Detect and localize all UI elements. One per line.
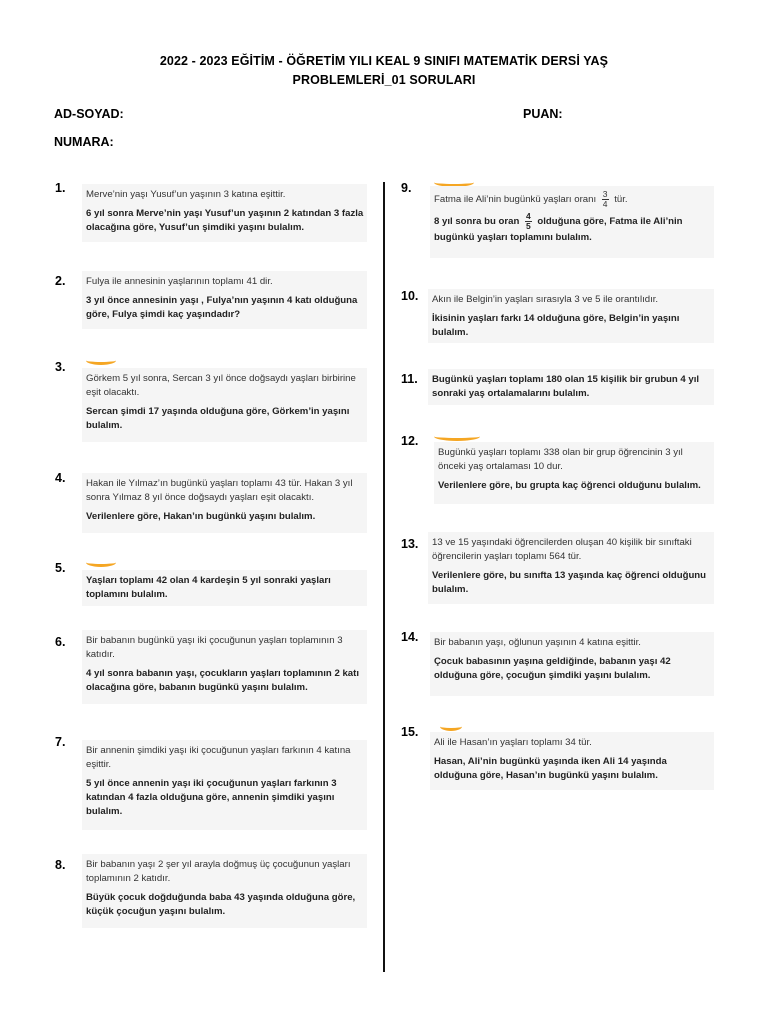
question-4-intro: Hakan ile Yılmaz’ın bugünkü yaşları toplamı 43 tür. Hakan 3 yıl sonra Yılmaz 8 yıl önce doğsaydı yaşları eşit olacaktı. [86,478,353,503]
name-label: AD-SOYAD: [54,107,124,121]
question-11-text: Bugünkü yaşları toplamı 180 olan 15 kişilik bir grubun 4 yıl sonraki yaş ortalamalarını bulalım. [432,374,700,399]
question-4-text: Verilenlere göre, Hakan’ın bugünkü yaşını bulalım. [86,511,316,522]
question-5-box [82,570,367,606]
question-1-intro: Merve’nin yaşı Yusuf’un yaşının 3 katına eşittir. [86,189,286,200]
decorative-arc [440,722,462,731]
question-13-box [428,532,714,604]
question-7-text: 5 yıl önce annenin yaşı iki çocuğunun yaşları farkının 3 katından 4 fazla olduğuna göre, annenin şimdiki yaşını bulalım. [86,778,337,817]
question-3-text: Sercan şimdi 17 yaşında olduğuna göre, Görkem’in yaşını bulalım. [86,406,350,431]
question-9-number: 9. [401,181,412,195]
question-6-text: 4 yıl sonra babanın yaşı, çocukların yaşları toplamının 2 katı olacağına göre, babanın bugünkü yaşını bulalım. [86,668,359,693]
question-3-number: 3. [55,360,66,374]
page-title-line2: PROBLEMLERİ_01 SORULARI [292,73,476,87]
question-10-box [428,289,714,343]
question-13-text: Verilenlere göre, bu sınıfta 13 yaşında kaç öğrenci olduğunu bulalım. [432,570,707,595]
column-divider [383,182,385,972]
question-2-box [82,271,367,329]
question-1-text: 6 yıl sonra Merve’nin yaşı Yusuf’un yaşının 2 katından 3 fazla olacağına göre, Yusuf’un şimdiki yaşını bulalım. [86,208,364,233]
question-2-text: 3 yıl önce annesinin yaşı , Fulya’nın yaşının 4 katı olduğuna göre, Fulya şimdi kaç yaşındadır? [86,295,358,320]
question-8-number: 8. [55,858,66,872]
decorative-arc [86,558,116,567]
question-12-text: Verilenlere göre, bu grupta kaç öğrenci olduğunu bulalım. [438,480,701,491]
question-6-number: 6. [55,635,66,649]
question-12-number: 12. [401,434,419,448]
question-12-intro: Bugünkü yaşları toplamı 338 olan bir grup öğrencinin 3 yıl önceki yaş ortalaması 10 dur. [438,447,683,472]
question-14-text: Çocuk babasının yaşına geldiğinde, babanın yaşı 42 olduğuna göre, çocuğun şimdiki yaşını bulalım. [434,656,671,681]
fraction-3-4: $\frac{3}{4}$ [602,189,608,209]
question-1-number: 1. [55,181,66,195]
score-label: PUAN: [523,107,563,121]
question-13-intro: 13 ve 15 yaşındaki öğrencilerden oluşan 40 kişilik bir sınıftaki öğrencilerin yaşları toplamı 564 tür. [432,537,692,562]
question-7-intro: Bir annenin şimdiki yaşı iki çocuğunun yaşları farkının 4 katına eşittir. [86,745,351,770]
question-15-box [430,732,714,790]
question-9-intro-a: Fatma ile Ali’nin bugünkü yaşları oranı [434,194,597,206]
decorative-arc [434,432,480,441]
question-9-intro-b: tür. [614,194,628,206]
decorative-arc [86,356,116,365]
question-6-box [82,630,367,704]
question-9-text: 8 yıl sonra bu oran $\frac{4}{5}$ olduğuna göre, Fatma ile Ali’nin bugünkü yaşları toplamını bulalım. [434,211,683,243]
question-8-text: Büyük çocuk doğduğunda baba 43 yaşında olduğuna göre, küçük çocuğun yaşını bulalım. [86,892,356,917]
question-2-number: 2. [55,274,66,288]
question-14-box [430,632,714,696]
question-4-box [82,473,367,533]
question-3-box [82,368,367,442]
question-15-intro: Ali ile Hasan’ın yaşları toplamı 34 tür. [434,737,592,748]
question-9-intro [434,190,712,209]
question-3-intro: Görkem 5 yıl sonra, Sercan 3 yıl önce doğsaydı yaşları birbirine eşit olacaktı. [86,373,356,398]
question-2-intro: Fulya ile annesinin yaşlarının toplamı 41 dir. [86,276,273,287]
question-7-box [82,740,367,830]
question-10-number: 10. [401,289,419,303]
question-7-number: 7. [55,735,66,749]
question-5-number: 5. [55,561,66,575]
question-11-number: 11. [401,372,418,386]
number-label: NUMARA: [54,135,114,149]
question-14-number: 14. [401,630,419,644]
question-10-text: İkisinin yaşları farkı 14 olduğuna göre, Belgin’in yaşını bulalım. [432,313,680,338]
question-15-text: Hasan, Ali’nin bugünkü yaşında iken Ali 14 yaşında olduğuna göre, Hasan’ın bugünkü yaşını bulalım. [434,756,667,781]
question-9-box [430,186,714,258]
question-5-text: Yaşları toplamı 42 olan 4 kardeşin 5 yıl sonraki yaşları toplamını bulalım. [86,575,331,600]
page-title-line1: 2022 - 2023 EĞİTİM - ÖĞRETİM YILI KEAL 9 SINIFI MATEMATİK DERSİ YAŞ [159,54,609,68]
question-14-intro: Bir babanın yaşı, oğlunun yaşının 4 katına eşittir. [434,637,641,648]
question-11-box [428,369,714,405]
question-8-box [82,854,367,928]
question-4-number: 4. [55,471,66,485]
fraction-4-5: $\frac{4}{5}$ [525,211,531,231]
question-12-box [434,442,714,504]
question-13-number: 13. [401,537,419,551]
question-15-number: 15. [401,725,419,739]
question-8-intro: Bir babanın yaşı 2 şer yıl arayla doğmuş üç çocuğunun yaşları toplamının 2 katıdır. [86,859,351,884]
question-10-intro: Akın ile Belgin’in yaşları sırasıyla 3 ve 5 ile orantılıdır. [432,294,659,305]
question-6-intro: Bir babanın bugünkü yaşı iki çocuğunun yaşları toplamının 3 katıdır. [86,635,343,660]
question-1-box [82,184,367,242]
